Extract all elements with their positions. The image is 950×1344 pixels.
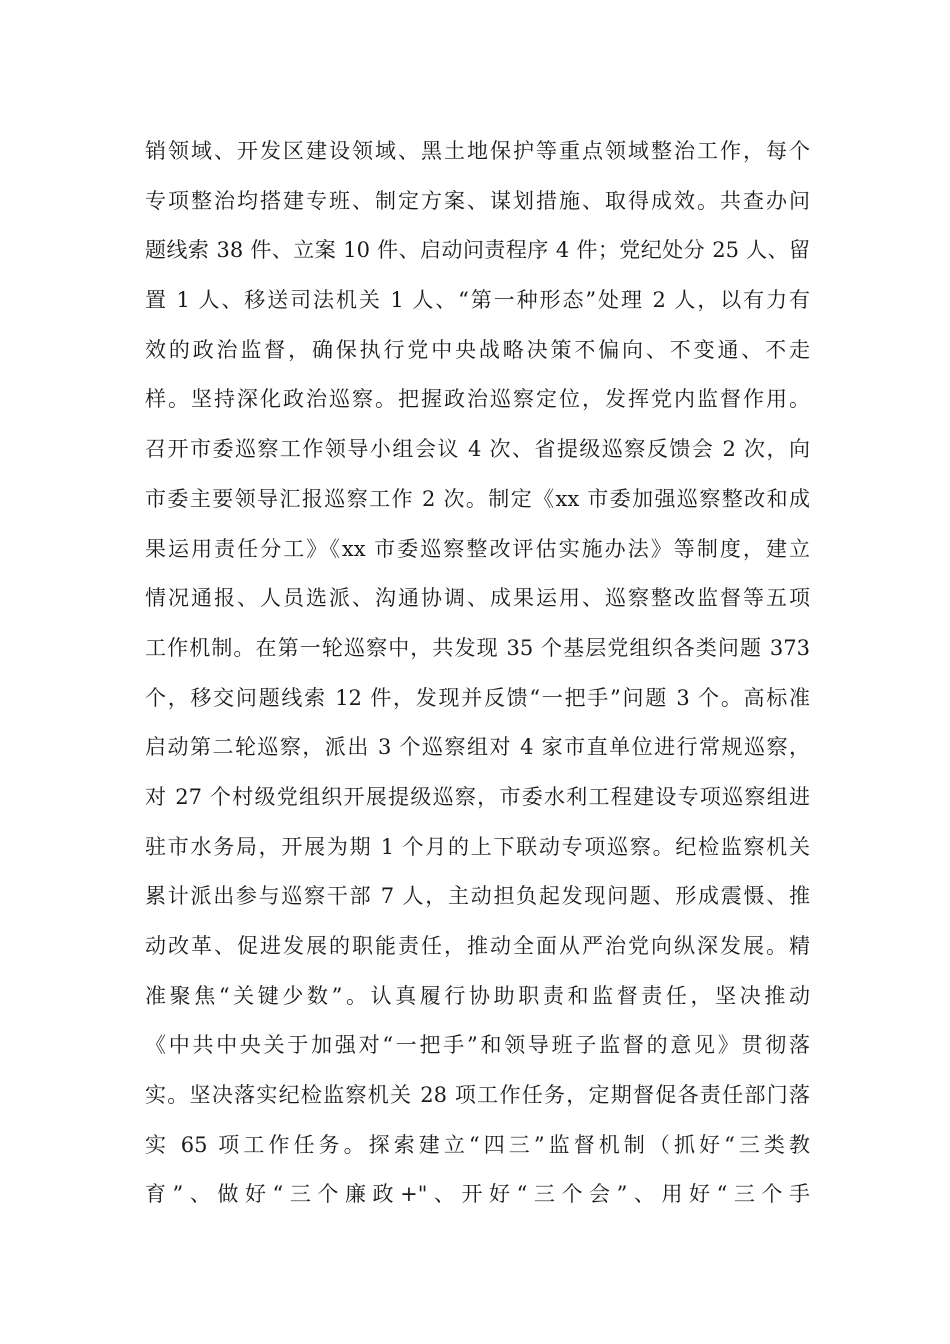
text-line: 累计派出参与巡察干部 7 人，主动担负起发现问题、形成震慑、推 [145, 884, 810, 909]
text-line: 育”、做好“三个廉政+"、开好“三个会”、用好“三个手 [145, 1182, 810, 1207]
text-line: 专项整治均搭建专班、制定方案、谋划措施、取得成效。共查办问 [145, 188, 810, 213]
text-line: 销领域、开发区建设领域、黑土地保护等重点领域整治工作，每个 [145, 139, 810, 163]
text-line: 题线索 38 件、立案 10 件、启动问责程序 4 件；党纪处分 25 人、留 [145, 238, 810, 263]
text-line: 启动第二轮巡察，派出 3 个巡察组对 4 家市直单位进行常规巡察， [145, 735, 810, 760]
text-line: 对 27 个村级党组织开展提级巡察，市委水利工程建设专项巡察组进 [145, 784, 810, 809]
text-line: 召开市委巡察工作领导小组会议 4 次、省提级巡察反馈会 2 次，向 [145, 437, 810, 462]
text-line: 工作机制。在第一轮巡察中，共发现 35 个基层党组织各类问题 373 [145, 635, 810, 660]
text-line: 准聚焦“关键少数”。认真履行协助职责和监督责任，坚决推动 [145, 983, 810, 1008]
text-line: 样。坚持深化政治巡察。把握政治巡察定位，发挥党内监督作用。 [145, 387, 810, 412]
text-line: 效的政治监督，确保执行党中央战略决策不偏向、不变通、不走 [145, 337, 810, 362]
text-line: 果运用责任分工》《xx 市委巡察整改评估实施办法》等制度，建立 [145, 536, 810, 561]
text-line: 置 1 人、移送司法机关 1 人、“第一种形态”处理 2 人，以有力有 [145, 288, 810, 313]
text-line: 动改革、促进发展的职能责任，推动全面从严治党向纵深发展。精 [145, 934, 810, 958]
text-line: 个，移交问题线索 12 件，发现并反馈“一把手”问题 3 个。高标准 [145, 685, 810, 710]
text-line: 驻市水务局，开展为期 1 个月的上下联动专项巡察。纪检监察机关 [145, 834, 810, 859]
text-line: 《中共中央关于加强对“一把手”和领导班子监督的意见》贯彻落 [145, 1033, 810, 1058]
text-line: 实 65 项工作任务。探索建立“四三”监督机制（抓好“三类教 [145, 1132, 810, 1157]
text-line: 情况通报、人员选派、沟通协调、成果运用、巡察整改监督等五项 [145, 586, 810, 611]
body-text [145, 127, 810, 1220]
text-line: 实。坚决落实纪检监察机关 28 项工作任务，定期督促各责任部门落 [145, 1083, 810, 1108]
text-line: 市委主要领导汇报巡察工作 2 次。制定《xx 市委加强巡察整改和成 [145, 486, 810, 511]
